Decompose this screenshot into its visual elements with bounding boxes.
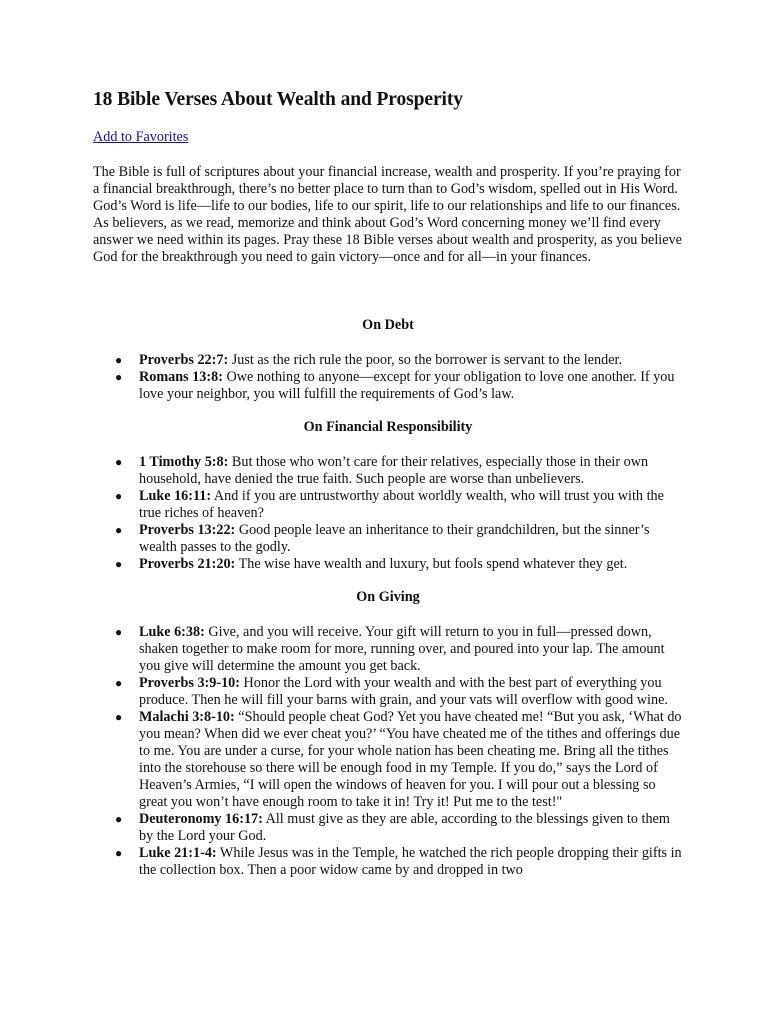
bullet-icon: ●: [115, 557, 123, 571]
bullet-icon: ●: [115, 455, 123, 469]
verse-reference: Luke 6:38:: [139, 624, 205, 640]
verse-list-on-financial-responsibility: [93, 454, 683, 573]
verse-text: But those who won’t care for their relatives, especially those in their own household, have denied the true faith. Such people are worse than unbelievers.: [139, 454, 649, 487]
verse-list-on-giving: [93, 624, 683, 879]
bullet-icon: ●: [115, 625, 123, 639]
verse-text: The wise have wealth and luxury, but fools spend whatever they get.: [235, 556, 628, 572]
verse-reference: Luke 21:1-4:: [139, 845, 217, 861]
verse-item: [115, 675, 683, 709]
add-to-favorites-link[interactable]: Add to Favorites: [93, 129, 189, 145]
verse-text: Owe nothing to anyone—except for your obligation to love one another. If you love your neighbor, you will fulfill the requirements of God’s law.: [139, 369, 675, 402]
verse-text: Just as the rich rule the poor, so the borrower is servant to the lender.: [228, 352, 623, 368]
verse-list-on-debt: [93, 352, 683, 403]
verse-reference: Luke 16:11:: [139, 488, 212, 504]
bullet-icon: ●: [115, 710, 123, 724]
bullet-icon: ●: [115, 812, 123, 826]
bullet-icon: ●: [115, 846, 123, 860]
verse-text: Give, and you will receive. Your gift will return to you in full—pressed down, shaken together to make room for more, running over, and poured into your lap. The amount you give will determine the amount you get back.: [139, 624, 665, 674]
verse-reference: 1 Timothy 5:8:: [139, 454, 229, 470]
bullet-icon: ●: [115, 676, 123, 690]
verse-text: Honor the Lord with your wealth and with the best part of everything you produce. Then he will fill your barns with grain, and your vats will overflow with good wine.: [139, 675, 668, 708]
verse-item: [115, 352, 683, 369]
verse-item: [115, 709, 683, 811]
verse-item: [115, 556, 683, 573]
document-page: [93, 88, 683, 879]
section-heading-on-debt: On Debt: [362, 317, 414, 333]
verse-item: [115, 522, 683, 556]
verse-reference: Deuteronomy 16:17:: [139, 811, 263, 827]
verse-item: [115, 624, 683, 675]
verse-text: All must give as they are able, according to the blessings given to them by the Lord your God.: [139, 811, 670, 844]
section-heading-on-giving: On Giving: [356, 589, 420, 605]
verse-item: [115, 369, 683, 403]
verse-reference: Proverbs 21:20:: [139, 556, 236, 572]
verse-text: And if you are untrustworthy about worldly wealth, who will trust you with the true riches of heaven?: [139, 488, 664, 521]
page-title: 18 Bible Verses About Wealth and Prosperity: [93, 89, 463, 110]
verse-reference: Malachi 3:8-10:: [139, 709, 235, 725]
bullet-icon: ●: [115, 370, 123, 384]
verse-reference: Romans 13:8:: [139, 369, 223, 385]
verse-item: [115, 845, 683, 879]
verse-item: [115, 454, 683, 488]
verse-text: “Should people cheat God? Yet you have cheated me! “But you ask, ‘What do you mean? When did we ever cheat you?’ “You have cheated me of the tithes and offerings due to me. You are under a curse, for your whole nation has been cheating me. Bring all the tithes into the storehouse so there will be enough food in my Temple. If you do,” says the Lord of Heaven’s Armies, “I will open the windows of heaven for you. I will pour out a blessing so great you won’t have enough room to take it in! Try it! Put me to the test!": [139, 709, 682, 810]
verse-text: While Jesus was in the Temple, he watched the rich people dropping their gifts in the collection box. Then a poor widow came by and dropped in two: [139, 845, 682, 878]
verse-reference: Proverbs 22:7:: [139, 352, 229, 368]
bullet-icon: ●: [115, 353, 123, 367]
verse-text: Good people leave an inheritance to their grandchildren, but the sinner’s wealth passes to the godly.: [139, 522, 650, 555]
verse-item: [115, 811, 683, 845]
verse-reference: Proverbs 3:9-10:: [139, 675, 240, 691]
bullet-icon: ●: [115, 489, 123, 503]
verse-reference: Proverbs 13:22:: [139, 522, 236, 538]
verse-item: [115, 488, 683, 522]
section-heading-on-financial-responsibility: On Financial Responsibility: [303, 419, 473, 435]
intro-paragraph: The Bible is full of scriptures about your financial increase, wealth and prosperity. If you’re praying for a financial breakthrough, there’s no better place to turn than to God’s wisdom, spelled out in His Word. God’s Word is life—life to our bodies, life to our spirit, life to our relationships and life to our finances. As believers, as we read, memorize and think about God’s Word concerning money we’ll find every answer we need within its pages. Pray these 18 Bible verses about wealth and prosperity, as you believe God for the breakthrough you need to gain victory—once and for all—in your finances.: [93, 164, 682, 265]
bullet-icon: ●: [115, 523, 123, 537]
